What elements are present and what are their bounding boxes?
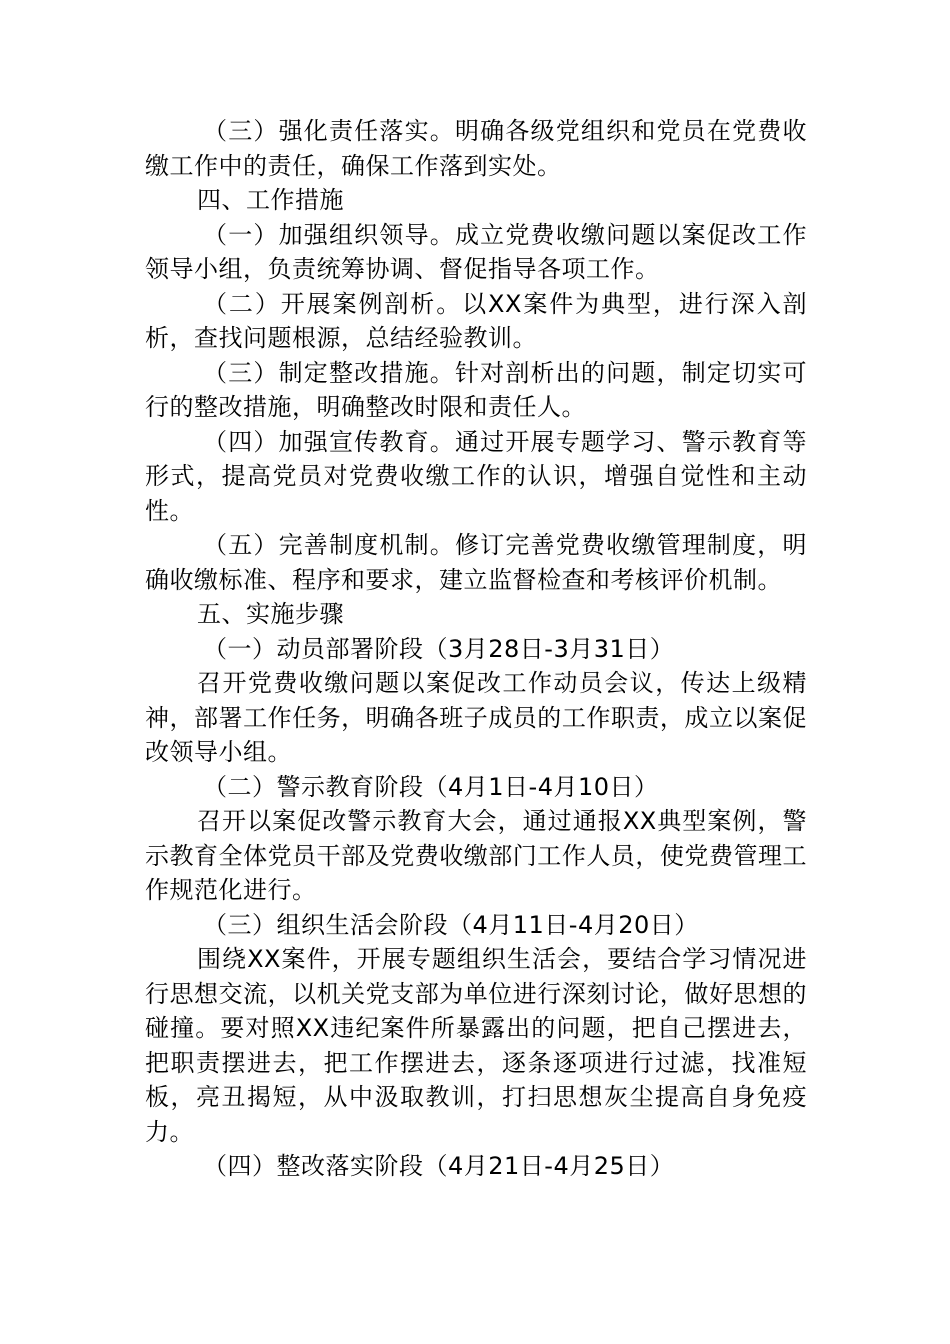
paragraph-rectification-measures: （三）制定整改措施。针对剖析出的问题，制定切实可行的整改措施，明确整改时限和责任人。 (145, 358, 807, 421)
paragraph-mobilization: 召开党费收缴问题以案促改工作动员会议，传达上级精神，部署工作任务，明确各班子成员的工作职责，成立以案促改领导小组。 (145, 669, 807, 766)
paragraph-warning-education: 召开以案促改警示教育大会，通过通报XX典型案例，警示教育全体党员干部及党费收缴部门工作人员，使党费管理工作规范化进行。 (145, 807, 807, 904)
document-body (145, 114, 807, 1184)
heading-work-measures: 四、工作措施 (197, 186, 344, 214)
paragraph-leadership: （一）加强组织领导。成立党费收缴问题以案促改工作领导小组，负责统筹协调、督促指导各项工作。 (145, 220, 807, 283)
paragraph-system-mechanism: （五）完善制度机制。修订完善党费收缴管理制度，明确收缴标准、程序和要求，建立监督检查和考核评价机制。 (145, 531, 807, 594)
subheading-warning-education-stage: （二）警示教育阶段（4月1日-4月10日） (203, 772, 659, 801)
subheading-mobilization-stage: （一）动员部署阶段（3月28日-3月31日） (203, 634, 675, 663)
paragraph-organizational-life: 围绕XX案件，开展专题组织生活会，要结合学习情况进行思想交流，以机关党支部为单位进行深刻讨论，做好思想的碰撞。要对照XX违纪案件所暴露出的问题，把自己摆进去，把职责摆进去，把工作摆进去，逐条逐项进行过滤，找准短板，亮丑揭短，从中汲取教训，打扫思想灰尘提高自身免疫力。 (145, 945, 807, 1146)
subheading-organizational-life-stage: （三）组织生活会阶段（4月11日-4月20日） (203, 910, 699, 939)
heading-implementation-steps: 五、实施步骤 (197, 600, 344, 628)
paragraph-case-analysis: （二）开展案例剖析。以XX案件为典型，进行深入剖析，查找问题根源，总结经验教训。 (145, 289, 807, 352)
paragraph-publicity-education: （四）加强宣传教育。通过开展专题学习、警示教育等形式，提高党员对党费收缴工作的认识，增强自觉性和主动性。 (145, 427, 807, 525)
paragraph-responsibility: （三）强化责任落实。明确各级党组织和党员在党费收缴工作中的责任，确保工作落到实处。 (145, 117, 807, 180)
subheading-rectification-stage: （四）整改落实阶段（4月21日-4月25日） (203, 1152, 675, 1180)
